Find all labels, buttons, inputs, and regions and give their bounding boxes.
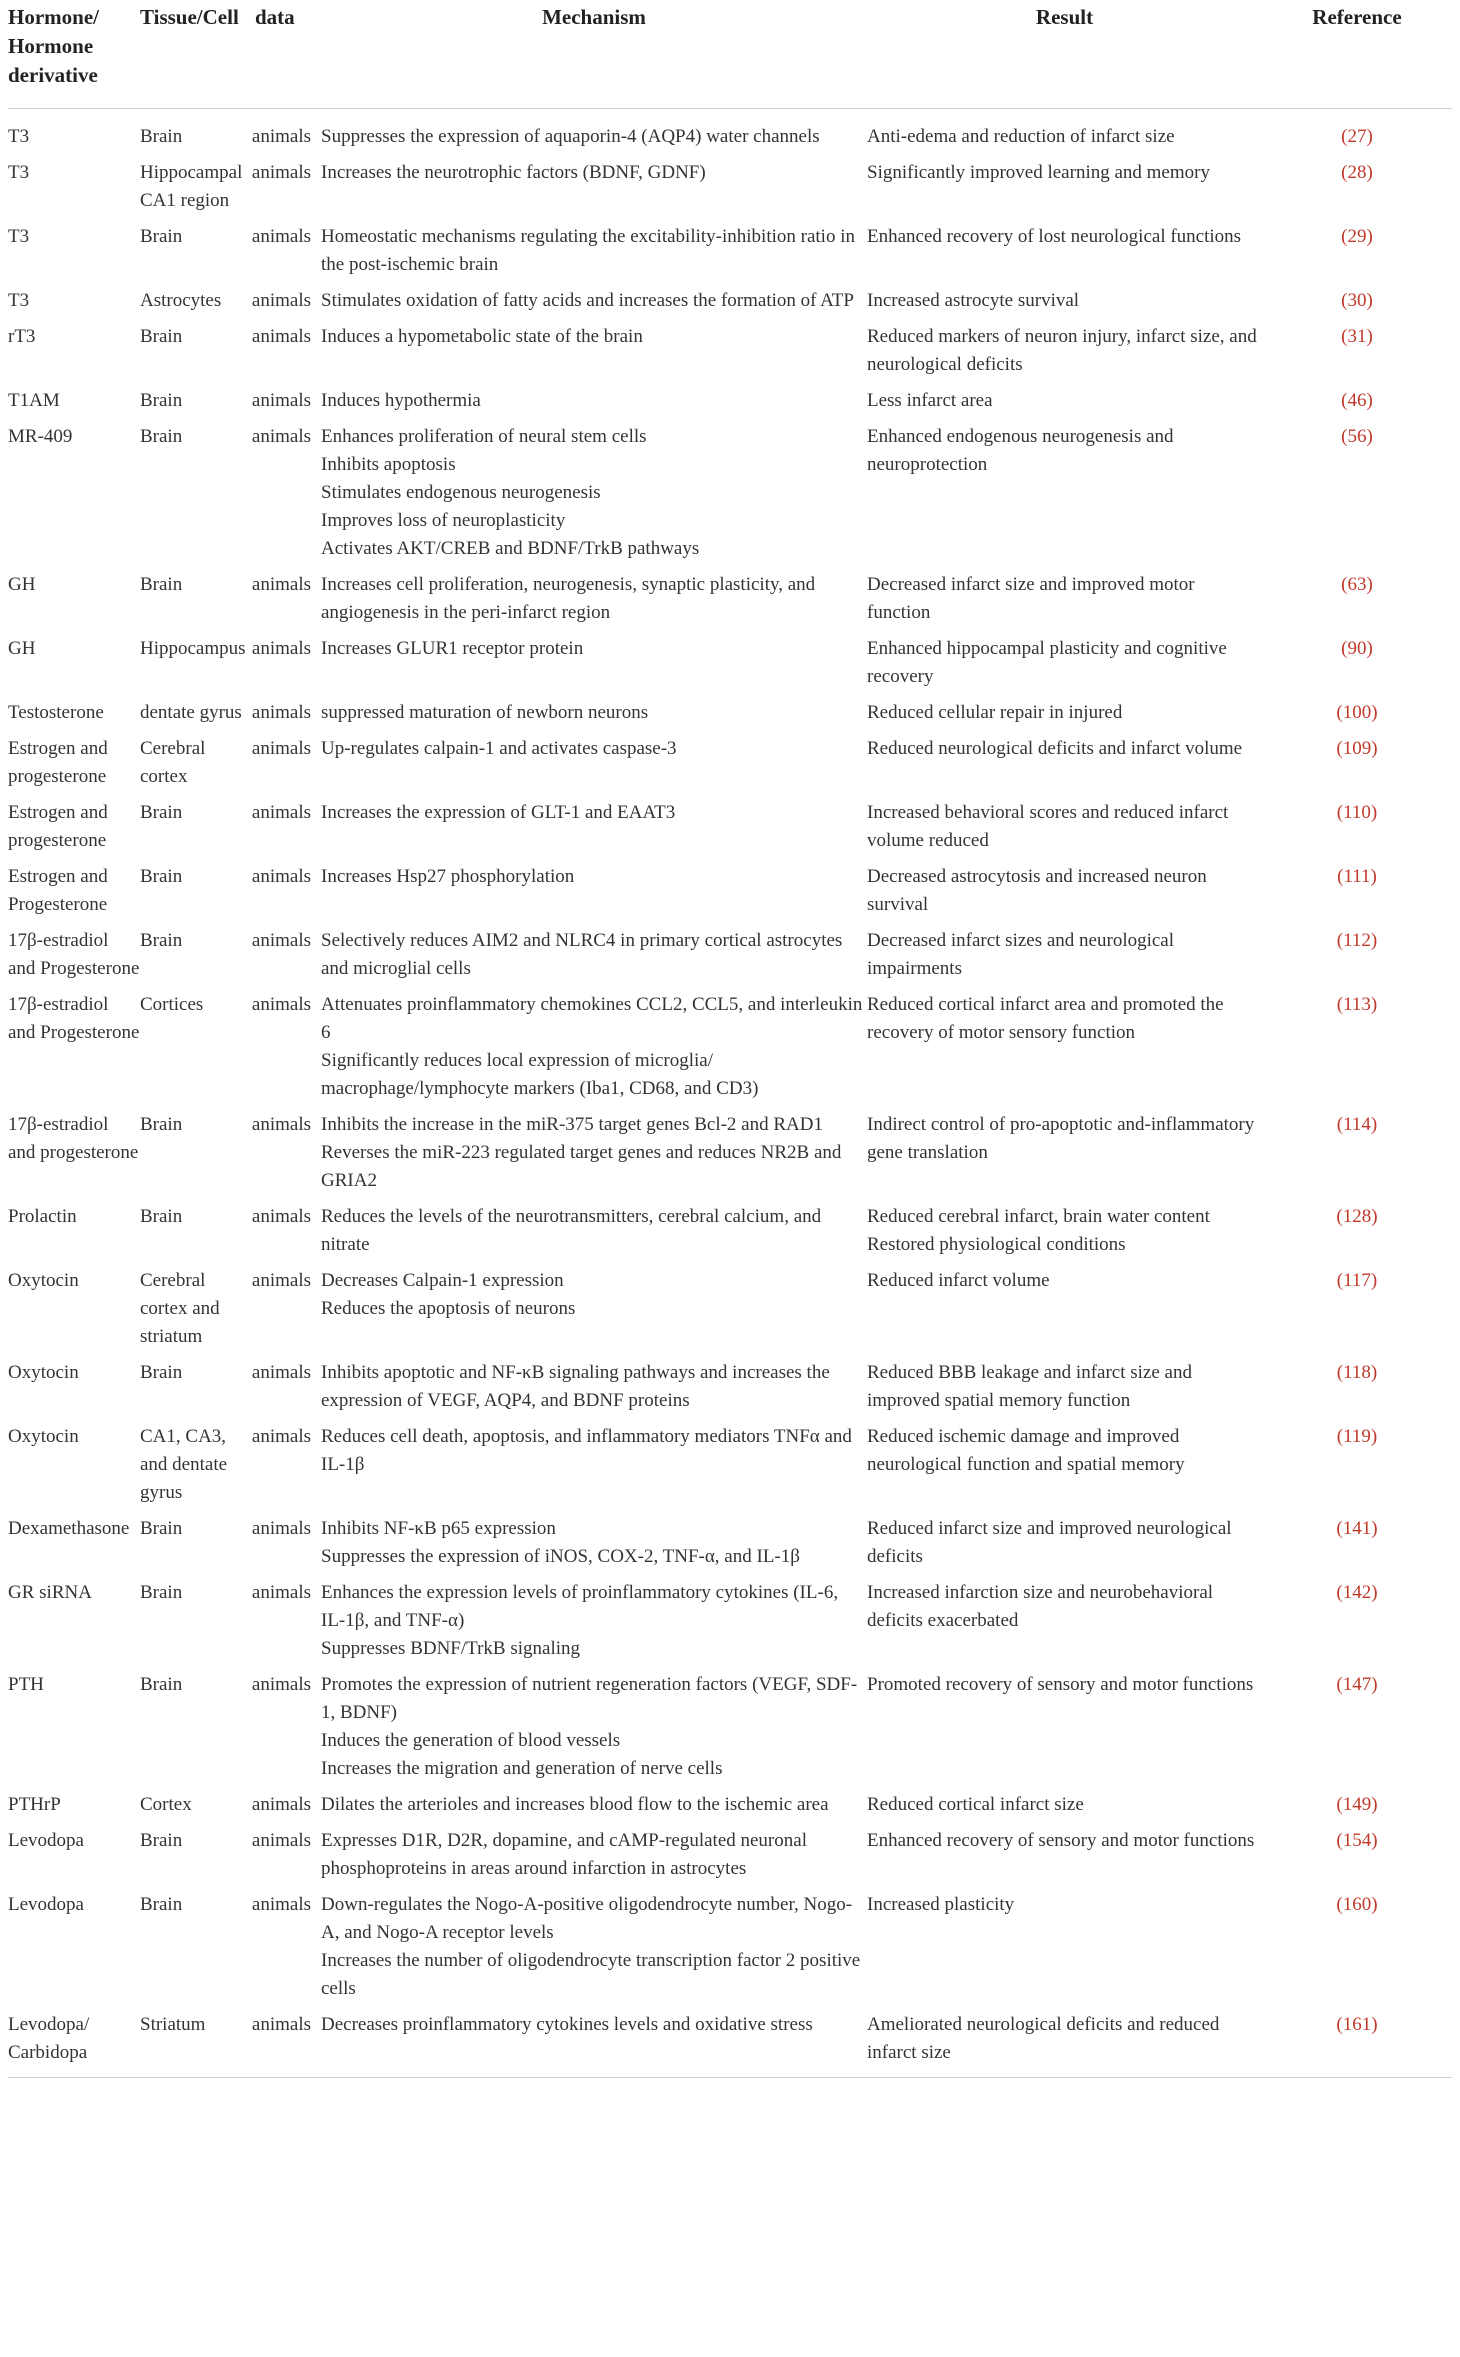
- table-row: [8, 699, 1452, 735]
- result-cell: [867, 863, 1262, 927]
- data-cell: animals: [251, 290, 311, 311]
- hormone-cell: MR-409: [8, 426, 73, 447]
- mechanism-cell-line: Significantly reduces local expression of microglia/ macrophage/lymphocyte markers (Iba1, CD68, and CD3): [321, 1050, 759, 1099]
- result-cell-line: Enhanced endogenous neurogenesis and neuroprotection: [867, 426, 1174, 475]
- reference-link[interactable]: (90): [1341, 638, 1373, 659]
- mechanism-cell-line: Activates AKT/CREB and BDNF/TrkB pathways: [321, 538, 700, 559]
- mechanism-cell-line: Increases the number of oligodendrocyte transcription factor 2 positive cells: [321, 1950, 861, 1999]
- header-row: [8, 0, 1452, 109]
- reference-link[interactable]: (118): [1336, 1362, 1378, 1383]
- hormone-cell: PTH: [8, 1674, 44, 1695]
- tissue-cell: Hippocampus: [140, 638, 246, 659]
- table-row: [8, 387, 1452, 423]
- hormone-cell: Estrogen and progesterone: [8, 738, 108, 787]
- reference-link[interactable]: (56): [1341, 426, 1373, 447]
- data-cell: animals: [251, 1362, 311, 1383]
- table-row: [8, 735, 1452, 799]
- result-cell: [867, 1359, 1262, 1423]
- result-cell-line: Enhanced recovery of sensory and motor functions: [867, 1830, 1255, 1851]
- result-cell-line: Increased behavioral scores and reduced infarct volume reduced: [867, 802, 1229, 851]
- mechanism-cell-line: Inhibits apoptotic and NF-κB signaling pathways and increases the expression of VEGF, AQP4, and BDNF proteins: [321, 1362, 830, 1411]
- mechanism-cell: [321, 323, 867, 387]
- hormone-cell: Levodopa/ Carbidopa: [8, 2014, 90, 2063]
- result-cell-line: Enhanced recovery of lost neurological functions: [867, 226, 1242, 247]
- data-cell: animals: [251, 1518, 311, 1539]
- table-row: [8, 1791, 1452, 1827]
- table-row: [8, 159, 1452, 223]
- tissue-cell: Brain: [140, 1582, 183, 1603]
- result-cell-line: Decreased infarct size and improved motor function: [867, 574, 1195, 623]
- hormone-cell: T1AM: [8, 390, 60, 411]
- result-cell-line: Indirect control of pro-apoptotic and-inflammatory gene translation: [867, 1114, 1255, 1163]
- result-cell: [867, 287, 1262, 323]
- tissue-cell: Astrocytes: [140, 290, 222, 311]
- table-row: [8, 571, 1452, 635]
- result-cell-line: Less infarct area: [867, 390, 993, 411]
- data-cell: animals: [251, 802, 311, 823]
- result-cell: [867, 1891, 1262, 2011]
- tissue-cell: Brain: [140, 126, 183, 147]
- mechanism-cell-line: Increases Hsp27 phosphorylation: [321, 866, 575, 887]
- result-cell-line: Reduced cortical infarct size: [867, 1794, 1084, 1815]
- tissue-cell: Brain: [140, 1206, 183, 1227]
- mechanism-cell-line: Increases the neurotrophic factors (BDNF, GDNF): [321, 162, 706, 183]
- result-cell: [867, 223, 1262, 287]
- data-cell: animals: [251, 994, 311, 1015]
- result-cell: [867, 991, 1262, 1111]
- mechanism-cell: [321, 423, 867, 571]
- mechanism-cell: [321, 863, 867, 927]
- table-row: [8, 323, 1452, 387]
- data-cell: animals: [251, 1894, 311, 1915]
- reference-link[interactable]: (29): [1341, 226, 1373, 247]
- table-row: [8, 1359, 1452, 1423]
- mechanism-cell-line: Induces a hypometabolic state of the brain: [321, 326, 643, 347]
- result-cell: [867, 423, 1262, 571]
- result-cell: [867, 1267, 1262, 1359]
- table-row: [8, 799, 1452, 863]
- data-cell: animals: [251, 426, 311, 447]
- mechanism-cell-line: Stimulates oxidation of fatty acids and increases the formation of ATP: [321, 290, 854, 311]
- result-cell: [867, 159, 1262, 223]
- data-cell: animals: [251, 574, 311, 595]
- result-cell-line: Increased infarction size and neurobehavioral deficits exacerbated: [867, 1582, 1214, 1631]
- tissue-cell: Brain: [140, 866, 183, 887]
- data-cell: animals: [251, 1830, 311, 1851]
- reference-link[interactable]: (30): [1341, 290, 1373, 311]
- data-cell: animals: [251, 1426, 311, 1447]
- result-cell-line: Enhanced hippocampal plasticity and cognitive recovery: [867, 638, 1227, 687]
- mechanism-cell-line: Suppresses the expression of iNOS, COX-2, TNF-α, and IL-1β: [321, 1546, 800, 1567]
- mechanism-cell: [321, 991, 867, 1111]
- mechanism-cell: [321, 1827, 867, 1891]
- hormone-table: [8, 0, 1452, 2078]
- mechanism-cell: [321, 1111, 867, 1203]
- result-cell-line: Significantly improved learning and memory: [867, 162, 1210, 183]
- table-row: [8, 991, 1452, 1111]
- hormone-cell: T3: [8, 126, 30, 147]
- mechanism-cell-line: Increases GLUR1 receptor protein: [321, 638, 584, 659]
- result-cell-line: Restored physiological conditions: [867, 1234, 1126, 1255]
- reference-link[interactable]: (142): [1336, 1582, 1378, 1603]
- header-mechanism: Mechanism: [542, 5, 646, 29]
- data-cell: animals: [251, 1114, 311, 1135]
- reference-link[interactable]: (154): [1336, 1830, 1378, 1851]
- mechanism-cell-line: Expresses D1R, D2R, dopamine, and cAMP-regulated neuronal phosphoproteins in areas around infarction in astrocytes: [321, 1830, 807, 1879]
- data-cell: animals: [251, 1794, 311, 1815]
- mechanism-cell-line: Selectively reduces AIM2 and NLRC4 in primary cortical astrocytes and microglial cells: [321, 930, 843, 979]
- mechanism-cell-line: Enhances proliferation of neural stem cells: [321, 426, 647, 447]
- hormone-cell: Levodopa: [8, 1830, 84, 1851]
- hormone-cell: 17β-estradiol and Progesterone: [8, 930, 140, 979]
- mechanism-cell: [321, 1579, 867, 1671]
- hormone-cell: Testosterone: [8, 702, 104, 723]
- data-cell: animals: [251, 866, 311, 887]
- mechanism-cell: [321, 571, 867, 635]
- data-cell: animals: [251, 162, 311, 183]
- reference-link[interactable]: (141): [1336, 1518, 1378, 1539]
- mechanism-cell: [321, 2011, 867, 2078]
- mechanism-cell-line: Inhibits NF-κB p65 expression: [321, 1518, 556, 1539]
- hormone-cell: PTHrP: [8, 1794, 61, 1815]
- table-row: [8, 109, 1452, 160]
- result-cell: [867, 1111, 1262, 1203]
- mechanism-cell: [321, 735, 867, 799]
- header-tissue: Tissue/Cell: [140, 5, 239, 29]
- hormone-cell: Oxytocin: [8, 1426, 79, 1447]
- mechanism-cell-line: Homeostatic mechanisms regulating the excitability-inhibition ratio in the post-ischemic brain: [321, 226, 855, 275]
- hormone-cell: GH: [8, 638, 36, 659]
- mechanism-cell: [321, 799, 867, 863]
- table-row: [8, 1515, 1452, 1579]
- reference-link[interactable]: (160): [1336, 1894, 1378, 1915]
- result-cell: [867, 927, 1262, 991]
- result-cell: [867, 1579, 1262, 1671]
- reference-link[interactable]: (117): [1336, 1270, 1378, 1291]
- reference-link[interactable]: (109): [1336, 738, 1378, 759]
- hormone-cell: rT3: [8, 326, 36, 347]
- result-cell-line: Decreased astrocytosis and increased neuron survival: [867, 866, 1207, 915]
- hormone-cell: 17β-estradiol and Progesterone: [8, 994, 140, 1043]
- data-cell: animals: [251, 1582, 311, 1603]
- reference-link[interactable]: (110): [1336, 802, 1378, 823]
- result-cell: [867, 109, 1262, 160]
- mechanism-cell: [321, 1515, 867, 1579]
- header-reference: Reference: [1312, 5, 1402, 29]
- table-row: [8, 1671, 1452, 1791]
- result-cell-line: Reduced BBB leakage and infarct size and improved spatial memory function: [867, 1362, 1192, 1411]
- mechanism-cell-line: Inhibits apoptosis: [321, 454, 456, 475]
- mechanism-cell-line: Increases cell proliferation, neurogenesis, synaptic plasticity, and angiogenesis in the peri-infarct region: [321, 574, 816, 623]
- result-cell-line: Decreased infarct sizes and neurological impairments: [867, 930, 1175, 979]
- hormone-cell: T3: [8, 162, 30, 183]
- mechanism-cell-line: Reduces the apoptosis of neurons: [321, 1298, 576, 1319]
- table-header: [8, 0, 1452, 109]
- table-row: [8, 863, 1452, 927]
- mechanism-cell: [321, 1423, 867, 1515]
- reference-link[interactable]: (112): [1336, 930, 1378, 951]
- mechanism-cell: [321, 159, 867, 223]
- mechanism-cell-line: Promotes the expression of nutrient regeneration factors (VEGF, SDF-1, BDNF): [321, 1674, 858, 1723]
- mechanism-cell-line: Reduces the levels of the neurotransmitters, cerebral calcium, and nitrate: [321, 1206, 822, 1255]
- result-cell: [867, 2011, 1262, 2078]
- hormone-cell: Estrogen and Progesterone: [8, 866, 108, 915]
- data-cell: animals: [251, 702, 311, 723]
- table-row: [8, 635, 1452, 699]
- mechanism-cell-line: Dilates the arterioles and increases blood flow to the ischemic area: [321, 1794, 829, 1815]
- result-cell: [867, 1791, 1262, 1827]
- tissue-cell: Brain: [140, 574, 183, 595]
- mechanism-cell: [321, 1359, 867, 1423]
- mechanism-cell: [321, 387, 867, 423]
- hormone-cell: Levodopa: [8, 1894, 84, 1915]
- hormone-cell: Oxytocin: [8, 1270, 79, 1291]
- hormone-cell: T3: [8, 226, 30, 247]
- mechanism-cell-line: Up-regulates calpain-1 and activates caspase-3: [321, 738, 677, 759]
- reference-link[interactable]: (28): [1341, 162, 1373, 183]
- result-cell-line: Reduced cortical infarct area and promoted the recovery of motor sensory function: [867, 994, 1224, 1043]
- mechanism-cell: [321, 635, 867, 699]
- data-cell: animals: [251, 326, 311, 347]
- mechanism-cell: [321, 1791, 867, 1827]
- header-data: data: [255, 5, 295, 29]
- tissue-cell: Cortex: [140, 1794, 192, 1815]
- data-cell: animals: [251, 1270, 311, 1291]
- hormone-cell: GH: [8, 574, 36, 595]
- tissue-cell: Brain: [140, 1674, 183, 1695]
- header-hormone: Hormone/ Hormone derivative: [8, 5, 99, 87]
- mechanism-cell: [321, 1267, 867, 1359]
- data-cell: animals: [251, 226, 311, 247]
- result-cell: [867, 635, 1262, 699]
- result-cell: [867, 699, 1262, 735]
- result-cell-line: Reduced infarct size and improved neurological deficits: [867, 1518, 1232, 1567]
- reference-link[interactable]: (161): [1336, 2014, 1378, 2035]
- result-cell-line: Increased plasticity: [867, 1894, 1015, 1915]
- result-cell-line: Increased astrocyte survival: [867, 290, 1080, 311]
- hormone-cell: Dexamethasone: [8, 1518, 130, 1539]
- mechanism-cell: [321, 223, 867, 287]
- data-cell: animals: [251, 930, 311, 951]
- hormone-cell: Estrogen and progesterone: [8, 802, 108, 851]
- mechanism-cell-line: Increases the expression of GLT-1 and EAAT3: [321, 802, 676, 823]
- tissue-cell: dentate gyrus: [140, 702, 242, 723]
- data-cell: animals: [251, 126, 311, 147]
- data-cell: animals: [251, 1674, 311, 1695]
- table-row: [8, 1423, 1452, 1515]
- table-row: [8, 423, 1452, 571]
- tissue-cell: Brain: [140, 1894, 183, 1915]
- hormone-cell: 17β-estradiol and progesterone: [8, 1114, 139, 1163]
- hormone-cell: Prolactin: [8, 1206, 77, 1227]
- table-body: [8, 109, 1452, 2078]
- mechanism-cell-line: Reverses the miR-223 regulated target genes and reduces NR2B and GRIA2: [321, 1142, 842, 1191]
- result-cell: [867, 1515, 1262, 1579]
- reference-link[interactable]: (119): [1336, 1426, 1378, 1447]
- mechanism-cell-line: Suppresses the expression of aquaporin-4 (AQP4) water channels: [321, 126, 820, 147]
- reference-link[interactable]: (113): [1336, 994, 1378, 1015]
- mechanism-cell-line: suppressed maturation of newborn neurons: [321, 702, 649, 723]
- tissue-cell: Cortices: [140, 994, 204, 1015]
- tissue-cell: Brain: [140, 1518, 183, 1539]
- mechanism-cell: [321, 1891, 867, 2011]
- mechanism-cell-line: Reduces cell death, apoptosis, and inflammatory mediators TNFα and IL-1β: [321, 1426, 852, 1475]
- result-cell-line: Reduced ischemic damage and improved neurological function and spatial memory: [867, 1426, 1185, 1475]
- result-cell: [867, 1827, 1262, 1891]
- table-row: [8, 287, 1452, 323]
- result-cell-line: Ameliorated neurological deficits and reduced infarct size: [867, 2014, 1220, 2063]
- data-cell: animals: [251, 738, 311, 759]
- mechanism-cell-line: Enhances the expression levels of proinflammatory cytokines (IL-6, IL-1β, and TNF-α): [321, 1582, 839, 1631]
- mechanism-cell-line: Induces hypothermia: [321, 390, 481, 411]
- mechanism-cell: [321, 287, 867, 323]
- table-row: [8, 2011, 1452, 2078]
- mechanism-cell-line: Induces the generation of blood vessels: [321, 1730, 621, 1751]
- tissue-cell: Brain: [140, 226, 183, 247]
- tissue-cell: Brain: [140, 1830, 183, 1851]
- result-cell-line: Reduced cerebral infarct, brain water content: [867, 1206, 1210, 1227]
- tissue-cell: Brain: [140, 326, 183, 347]
- table-row: [8, 927, 1452, 991]
- tissue-cell: Brain: [140, 426, 183, 447]
- hormone-cell: GR siRNA: [8, 1582, 92, 1603]
- result-cell: [867, 1203, 1262, 1267]
- reference-link[interactable]: (27): [1341, 126, 1373, 147]
- result-cell-line: Reduced neurological deficits and infarct volume: [867, 738, 1243, 759]
- mechanism-cell: [321, 699, 867, 735]
- reference-link[interactable]: (111): [1337, 866, 1377, 887]
- mechanism-cell-line: Increases the migration and generation of nerve cells: [321, 1758, 723, 1779]
- reference-link[interactable]: (128): [1336, 1206, 1378, 1227]
- mechanism-cell-line: Inhibits the increase in the miR-375 target genes Bcl-2 and RAD1: [321, 1114, 823, 1135]
- tissue-cell: Brain: [140, 930, 183, 951]
- data-cell: animals: [251, 2014, 311, 2035]
- table-row: [8, 1827, 1452, 1891]
- result-cell: [867, 387, 1262, 423]
- reference-link[interactable]: (149): [1336, 1794, 1378, 1815]
- mechanism-cell-line: Stimulates endogenous neurogenesis: [321, 482, 601, 503]
- result-cell-line: Reduced infarct volume: [867, 1270, 1050, 1291]
- result-cell-line: Anti-edema and reduction of infarct size: [867, 126, 1175, 147]
- hormone-cell: T3: [8, 290, 30, 311]
- mechanism-cell-line: Down-regulates the Nogo-A-positive oligodendrocyte number, Nogo-A, and Nogo-A receptor levels: [321, 1894, 853, 1943]
- table-row: [8, 1203, 1452, 1267]
- header-result: Result: [1035, 5, 1094, 29]
- mechanism-cell: [321, 1203, 867, 1267]
- result-cell: [867, 735, 1262, 799]
- mechanism-cell-line: Decreases proinflammatory cytokines levels and oxidative stress: [321, 2014, 813, 2035]
- hormone-cell: Oxytocin: [8, 1362, 79, 1383]
- mechanism-cell-line: Attenuates proinflammatory chemokines CCL2, CCL5, and interleukin 6: [321, 994, 863, 1043]
- reference-link[interactable]: (31): [1341, 326, 1373, 347]
- tissue-cell: Cerebral cortex and striatum: [140, 1270, 220, 1347]
- mechanism-cell-line: Suppresses BDNF/TrkB signaling: [321, 1638, 581, 1659]
- result-cell-line: Reduced cellular repair in injured: [867, 702, 1123, 723]
- table-row: [8, 223, 1452, 287]
- table-row: [8, 1579, 1452, 1671]
- tissue-cell: Striatum: [140, 2014, 206, 2035]
- tissue-cell: Brain: [140, 1362, 183, 1383]
- mechanism-cell-line: Decreases Calpain-1 expression: [321, 1270, 564, 1291]
- tissue-cell: Cerebral cortex: [140, 738, 206, 787]
- data-cell: animals: [251, 390, 311, 411]
- mechanism-cell: [321, 927, 867, 991]
- result-cell: [867, 323, 1262, 387]
- table-row: [8, 1267, 1452, 1359]
- reference-link[interactable]: (63): [1341, 574, 1373, 595]
- data-cell: animals: [251, 1206, 311, 1227]
- mechanism-cell-line: Improves loss of neuroplasticity: [321, 510, 566, 531]
- mechanism-cell: [321, 1671, 867, 1791]
- reference-link[interactable]: (147): [1336, 1674, 1378, 1695]
- result-cell-line: Reduced markers of neuron injury, infarct size, and neurological deficits: [867, 326, 1257, 375]
- result-cell: [867, 1671, 1262, 1791]
- reference-link[interactable]: (114): [1336, 1114, 1378, 1135]
- tissue-cell: Brain: [140, 802, 183, 823]
- reference-link[interactable]: (46): [1341, 390, 1373, 411]
- result-cell-line: Promoted recovery of sensory and motor functions: [867, 1674, 1254, 1695]
- result-cell: [867, 571, 1262, 635]
- tissue-cell: Brain: [140, 390, 183, 411]
- data-cell: animals: [251, 638, 311, 659]
- reference-link[interactable]: (100): [1336, 702, 1378, 723]
- tissue-cell: CA1, CA3, and dentate gyrus: [140, 1426, 228, 1503]
- tissue-cell: Brain: [140, 1114, 183, 1135]
- tissue-cell: Hippocampal CA1 region: [140, 162, 243, 211]
- result-cell: [867, 799, 1262, 863]
- table-row: [8, 1111, 1452, 1203]
- table-row: [8, 1891, 1452, 2011]
- result-cell: [867, 1423, 1262, 1515]
- mechanism-cell: [321, 109, 867, 160]
